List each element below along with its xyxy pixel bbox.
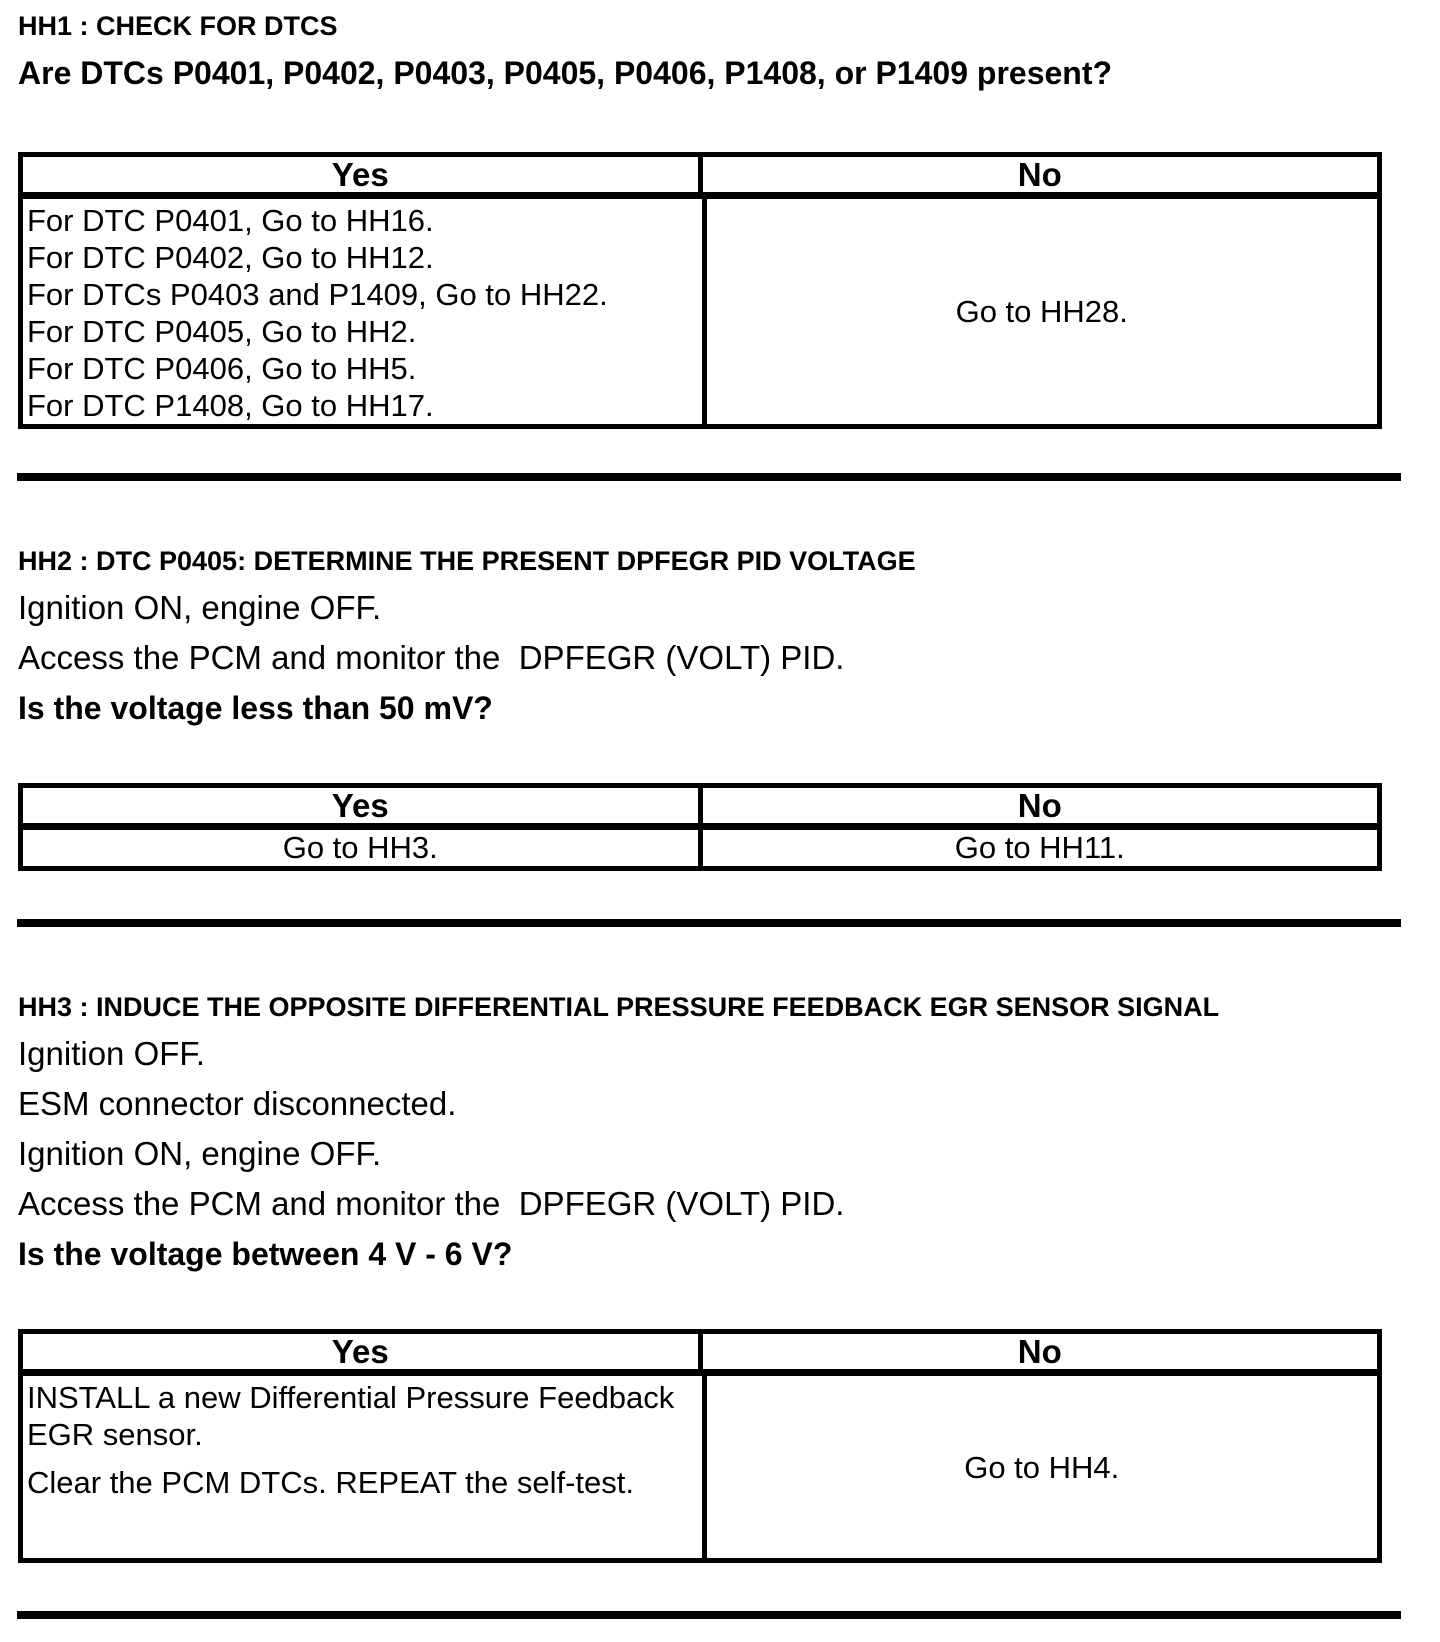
- decision-table-hh2: [18, 783, 1382, 871]
- no-header-cell: No: [1017, 156, 1062, 193]
- body-line: Access the PCM and monitor the DPFEGR (VOLT) PID.: [18, 639, 845, 676]
- yes-cell-line: For DTC P0406, Go to HH5.: [27, 351, 417, 386]
- no-header-cell: No: [1017, 1333, 1062, 1370]
- section-divider: [17, 919, 1401, 927]
- step-body-hh3: [18, 1029, 1440, 1279]
- no-cell: Go to HH4.: [964, 1449, 1120, 1485]
- section-hh3: [18, 991, 1440, 1619]
- yes-cell-line: For DTCs P0403 and P1409, Go to HH22.: [27, 277, 608, 312]
- yes-header-cell: Yes: [23, 157, 703, 192]
- yes-header-cell: Yes: [23, 788, 703, 823]
- yes-cell-paragraph: INSTALL a new Differential Pressure Feedback EGR sensor.: [27, 1380, 675, 1452]
- no-cell: Go to HH11.: [954, 830, 1125, 865]
- body-line: Ignition ON, engine OFF.: [18, 1135, 382, 1172]
- step-heading-hh3: HH3 : INDUCE THE OPPOSITE DIFFERENTIAL PRESSURE FEEDBACK EGR SENSOR SIGNAL: [18, 992, 1220, 1022]
- question-line: Is the voltage less than 50 mV?: [18, 690, 493, 726]
- yes-cell: [23, 1376, 707, 1558]
- yes-cell-paragraph: Clear the PCM DTCs. REPEAT the self-test.: [27, 1465, 634, 1500]
- table-header-row: [23, 157, 1377, 199]
- yes-cell: Go to HH3.: [23, 830, 703, 866]
- table-header-row: [23, 788, 1377, 830]
- body-line: ESM connector disconnected.: [18, 1085, 457, 1122]
- section-divider: [17, 1611, 1401, 1619]
- no-header-cell: No: [1017, 787, 1062, 824]
- section-hh1: [18, 10, 1440, 481]
- table-body-row: [23, 199, 1377, 424]
- body-line: Ignition ON, engine OFF.: [18, 589, 382, 626]
- decision-table-hh1: [18, 152, 1382, 429]
- question-line: Is the voltage between 4 V - 6 V?: [18, 1236, 513, 1272]
- step-body-hh2: [18, 583, 1440, 733]
- yes-cell-line: For DTC P0405, Go to HH2.: [27, 314, 417, 349]
- decision-table-hh3: [18, 1329, 1382, 1563]
- body-line: Ignition OFF.: [18, 1035, 206, 1072]
- yes-cell: [23, 199, 707, 424]
- yes-cell-line: For DTC P0402, Go to HH12.: [27, 240, 434, 275]
- section-divider: [17, 473, 1401, 481]
- table-header-row: [23, 1334, 1377, 1376]
- no-cell: Go to HH28.: [955, 294, 1128, 329]
- step-heading-hh1: HH1 : CHECK FOR DTCS: [18, 11, 338, 41]
- yes-header-cell: Yes: [23, 1334, 703, 1369]
- table-body-row: [23, 1376, 1377, 1558]
- body-line: Access the PCM and monitor the DPFEGR (VOLT) PID.: [18, 1185, 845, 1222]
- table-body-row: [23, 830, 1377, 866]
- yes-cell-line: For DTC P1408, Go to HH17.: [27, 388, 434, 423]
- question-line: Are DTCs P0401, P0402, P0403, P0405, P0406, P1408, or P1409 present?: [18, 55, 1113, 91]
- yes-cell-line: For DTC P0401, Go to HH16.: [27, 203, 434, 238]
- section-hh2: [18, 545, 1440, 927]
- step-heading-hh2: HH2 : DTC P0405: DETERMINE THE PRESENT DPFEGR PID VOLTAGE: [18, 546, 916, 576]
- step-body-hh1: [18, 48, 1440, 98]
